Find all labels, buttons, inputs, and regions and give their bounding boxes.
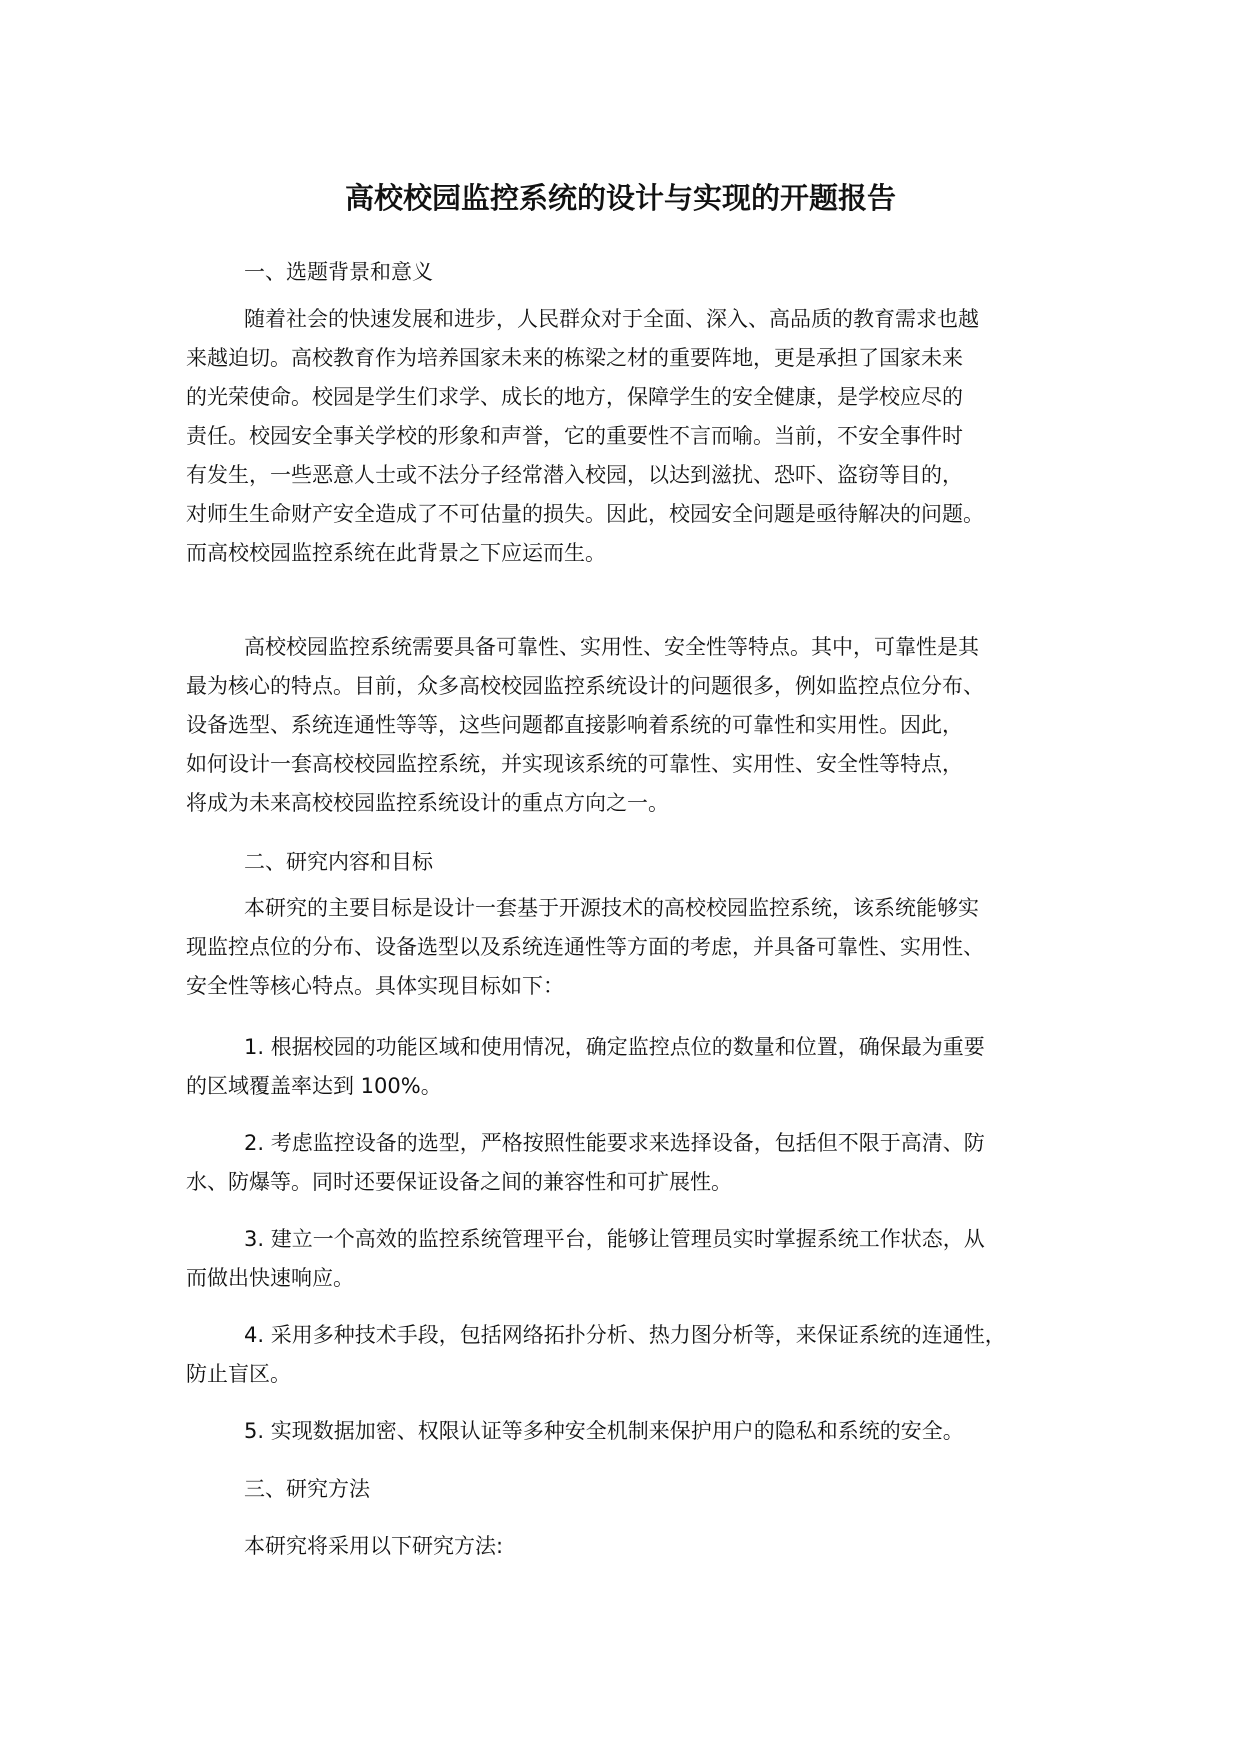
goal-item-3 [186,1220,1076,1298]
text-line: 高校校园监控系统需要具备可靠性、实用性、安全性等特点。其中，可靠性是其 [244,635,979,659]
goal-item-2 [186,1124,1076,1202]
text-line: 3. 建立一个高效的监控系统管理平台，能够让管理员实时掌握系统工作状态，从 [244,1227,985,1251]
paragraph-goals-intro [186,889,1076,1006]
goal-item-1 [186,1028,1076,1106]
section-heading-3: 三、研究方法 [244,1477,370,1501]
text-line: 随着社会的快速发展和进步，人民群众对于全面、深入、高品质的教育需求也越 [244,307,979,331]
text-line: 如何设计一套高校校园监控系统，并实现该系统的可靠性、实用性、安全性等特点， [186,752,963,776]
text-line: 而做出快速响应。 [186,1266,354,1290]
document-title: 高校校园监控系统的设计与实现的开题报告 [344,181,896,215]
section-heading-1: 一、选题背景和意义 [244,260,433,284]
paragraph-background-1 [186,300,1076,573]
text-line: 安全性等核心特点。具体实现目标如下： [186,974,564,998]
text-line: 现监控点位的分布、设备选型以及系统连通性等方面的考虑，并具备可靠性、实用性、 [186,935,984,959]
text-line: 而高校校园监控系统在此背景之下应运而生。 [186,541,606,565]
text-line: 防止盲区。 [186,1362,291,1386]
paragraph-background-2 [186,628,1076,823]
text-line: 的区域覆盖率达到 100%。 [186,1074,442,1098]
text-line: 的光荣使命。校园是学生们求学、成长的地方，保障学生的安全健康，是学校应尽的 [186,385,963,409]
text-line: 1. 根据校园的功能区域和使用情况，确定监控点位的数量和位置，确保最为重要 [244,1035,985,1059]
text-line: 5. 实现数据加密、权限认证等多种安全机制来保护用户的隐私和系统的安全。 [244,1419,964,1443]
text-line: 本研究的主要目标是设计一套基于开源技术的高校校园监控系统，该系统能够实 [244,896,979,920]
text-line: 设备选型、系统连通性等等，这些问题都直接影响着系统的可靠性和实用性。因此， [186,713,963,737]
text-line: 将成为未来高校校园监控系统设计的重点方向之一。 [186,791,669,815]
section-heading-2: 二、研究内容和目标 [244,850,433,874]
text-line: 来越迫切。高校教育作为培养国家未来的栋梁之材的重要阵地，更是承担了国家未来 [186,346,963,370]
text-line: 最为核心的特点。目前，众多高校校园监控系统设计的问题很多，例如监控点位分布、 [186,674,984,698]
goal-item-4 [186,1316,1076,1394]
text-line: 对师生生命财产安全造成了不可估量的损失。因此，校园安全问题是亟待解决的问题。 [186,502,984,526]
text-line: 有发生，一些恶意人士或不法分子经常潜入校园，以达到滋扰、恐吓、盗窃等目的， [186,463,963,487]
text-line: 责任。校园安全事关学校的形象和声誉，它的重要性不言而喻。当前，不安全事件时 [186,424,963,448]
methods-intro: 本研究将采用以下研究方法: [244,1534,504,1558]
text-line: 4. 采用多种技术手段，包括网络拓扑分析、热力图分析等，来保证系统的连通性， [244,1323,1006,1347]
text-line: 2. 考虑监控设备的选型，严格按照性能要求来选择设备，包括但不限于高清、防 [244,1131,985,1155]
text-line: 水、防爆等。同时还要保证设备之间的兼容性和可扩展性。 [186,1170,732,1194]
goal-item-5 [186,1412,1076,1451]
